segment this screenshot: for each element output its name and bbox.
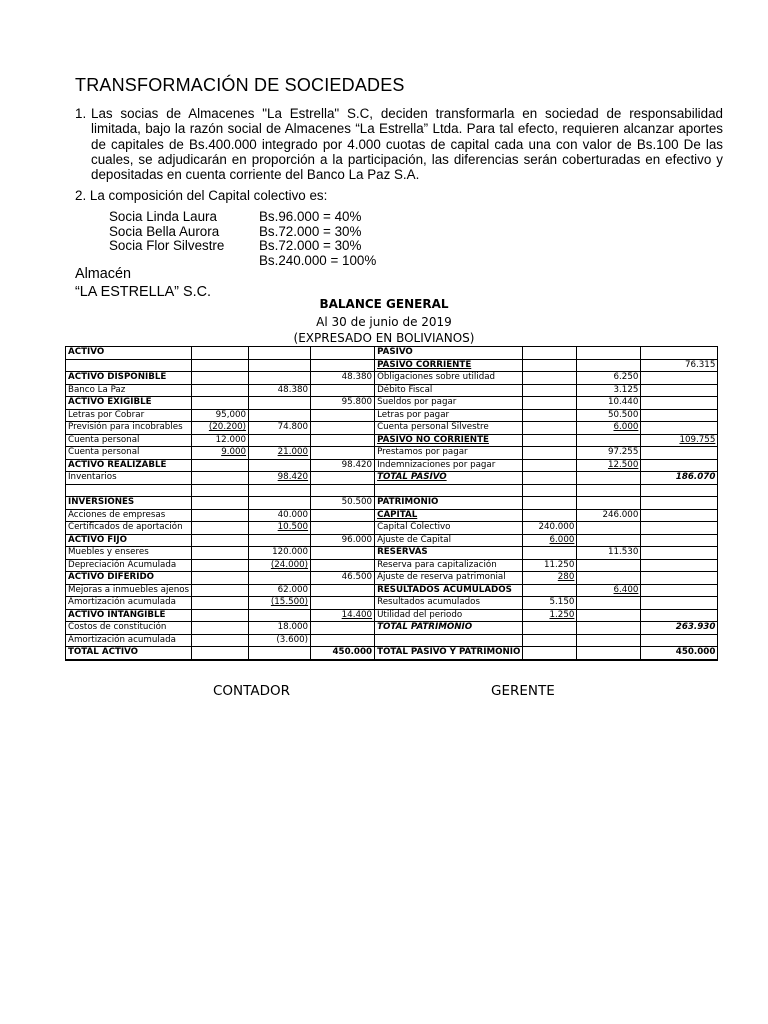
- balance-row: [66, 572, 718, 585]
- balance-cell: [192, 622, 249, 635]
- document-title: TRANSFORMACIÓN DE SOCIEDADES: [75, 75, 405, 95]
- balance-cell: [192, 572, 249, 585]
- balance-cell: Reserva para capitalización: [375, 559, 523, 572]
- balance-cell: [249, 434, 311, 447]
- balance-cell: ACTIVO INTANGIBLE: [66, 609, 192, 622]
- balance-cell: [311, 597, 375, 610]
- balance-cell: 14.400: [311, 609, 375, 622]
- balance-cell: Costos de constitución: [66, 622, 192, 635]
- balance-cell: 6.000: [577, 422, 641, 435]
- balance-cell: 40.000: [249, 509, 311, 522]
- balance-cell: [641, 497, 718, 510]
- balance-cell: 280: [523, 572, 577, 585]
- balance-cell: [192, 372, 249, 385]
- balance-cell: [249, 347, 311, 360]
- balance-cell: [577, 359, 641, 372]
- balance-cell: [192, 534, 249, 547]
- balance-row: [66, 509, 718, 522]
- balance-cell: [375, 634, 523, 647]
- balance-cell: [523, 509, 577, 522]
- balance-cell: Letras por Cobrar: [66, 409, 192, 422]
- balance-cell: ACTIVO REALIZABLE: [66, 459, 192, 472]
- balance-cell: Débito Fiscal: [375, 384, 523, 397]
- balance-cell: (20.200): [192, 422, 249, 435]
- balance-total-cell: [192, 647, 249, 660]
- balance-cell: [577, 534, 641, 547]
- balance-cell: [523, 359, 577, 372]
- balance-cell: [249, 572, 311, 585]
- balance-date: Al 30 de junio de 2019: [316, 315, 452, 329]
- balance-row: [66, 497, 718, 510]
- balance-cell: Certificados de aportación: [66, 522, 192, 535]
- balance-cell: Amortización acumulada: [66, 597, 192, 610]
- balance-cell: [311, 359, 375, 372]
- balance-total-cell: 450.000: [311, 647, 375, 660]
- balance-cell: [523, 347, 577, 360]
- balance-cell: CAPITAL: [375, 509, 523, 522]
- partner-total-value: Bs.240.000 = 100%: [259, 252, 377, 268]
- balance-row: [66, 384, 718, 397]
- balance-cell: 50.500: [311, 497, 375, 510]
- balance-cell: 11.530: [577, 547, 641, 560]
- balance-cell: [192, 397, 249, 410]
- balance-cell: [192, 522, 249, 535]
- balance-cell: PASIVO: [375, 347, 523, 360]
- balance-cell: [523, 472, 577, 485]
- balance-cell: [641, 459, 718, 472]
- balance-cell: [311, 409, 375, 422]
- balance-cell: Cuenta personal Silvestre: [375, 422, 523, 435]
- item-2-text: 2. La composición del Capital colectivo es:: [75, 188, 328, 203]
- balance-cell: (15.500): [249, 597, 311, 610]
- balance-cell: [311, 509, 375, 522]
- balance-cell: [192, 497, 249, 510]
- balance-cell: Capital Colectivo: [375, 522, 523, 535]
- balance-cell: 263.930: [641, 622, 718, 635]
- balance-cell: 10.440: [577, 397, 641, 410]
- balance-cell: [249, 497, 311, 510]
- company-name-line1: Almacén: [75, 266, 131, 282]
- balance-row: [66, 397, 718, 410]
- partner-value: Bs.72.000 = 30%: [259, 238, 362, 254]
- balance-cell: [311, 522, 375, 535]
- balance-cell: Cuenta personal: [66, 434, 192, 447]
- balance-cell: 95.800: [311, 397, 375, 410]
- balance-row: [66, 459, 718, 472]
- partner-name: Socia Bella Aurora: [109, 223, 220, 239]
- balance-cell: 109.755: [641, 434, 718, 447]
- balance-row: [66, 347, 718, 360]
- balance-cell: [66, 359, 192, 372]
- balance-cell: TOTAL PASIVO: [375, 472, 523, 485]
- balance-cell: [641, 484, 718, 497]
- balance-cell: 120.000: [249, 547, 311, 560]
- balance-cell: Banco La Paz: [66, 384, 192, 397]
- balance-currency: (EXPRESADO EN BOLIVIANOS): [293, 331, 475, 345]
- balance-cell: [577, 522, 641, 535]
- balance-cell: [192, 509, 249, 522]
- balance-cell: 48.380: [249, 384, 311, 397]
- balance-cell: [641, 609, 718, 622]
- balance-row: [66, 547, 718, 560]
- balance-cell: [523, 422, 577, 435]
- balance-cell: 186.070: [641, 472, 718, 485]
- balance-cell: [311, 384, 375, 397]
- balance-cell: Mejoras a inmuebles ajenos: [66, 584, 192, 597]
- balance-cell: [523, 497, 577, 510]
- balance-cell: 96.000: [311, 534, 375, 547]
- balance-row: [66, 422, 718, 435]
- partners-list: [109, 210, 376, 268]
- balance-row: [66, 447, 718, 460]
- partner-row: [109, 225, 376, 240]
- balance-total-cell: 450.000: [641, 647, 718, 660]
- balance-cell: 21.000: [249, 447, 311, 460]
- balance-row: [66, 522, 718, 535]
- balance-cell: 5.150: [523, 597, 577, 610]
- balance-cell: ACTIVO DISPONIBLE: [66, 372, 192, 385]
- balance-total-cell: [249, 647, 311, 660]
- balance-total-cell: TOTAL PASIVO Y PATRIMONIO: [375, 647, 523, 660]
- balance-cell: [577, 634, 641, 647]
- balance-cell: [192, 597, 249, 610]
- balance-cell: Amortización acumulada: [66, 634, 192, 647]
- balance-cell: [523, 622, 577, 635]
- balance-row: [66, 634, 718, 647]
- balance-cell: [66, 484, 192, 497]
- balance-cell: Muebles y enseres: [66, 547, 192, 560]
- balance-cell: [311, 484, 375, 497]
- balance-cell: Acciones de empresas: [66, 509, 192, 522]
- balance-cell: [641, 534, 718, 547]
- balance-cell: [249, 372, 311, 385]
- balance-cell: [523, 434, 577, 447]
- balance-cell: [641, 559, 718, 572]
- balance-cell: [375, 484, 523, 497]
- balance-cell: Inventarios: [66, 472, 192, 485]
- balance-cell: (24.000): [249, 559, 311, 572]
- balance-cell: [577, 497, 641, 510]
- balance-cell: [523, 384, 577, 397]
- balance-cell: PATRIMONIO: [375, 497, 523, 510]
- balance-row: [66, 622, 718, 635]
- balance-cell: PASIVO CORRIENTE: [375, 359, 523, 372]
- balance-cell: [192, 547, 249, 560]
- balance-row: [66, 359, 718, 372]
- balance-row: [66, 597, 718, 610]
- balance-cell: [577, 572, 641, 585]
- balance-cell: INVERSIONES: [66, 497, 192, 510]
- balance-cell: [641, 397, 718, 410]
- balance-cell: 11.250: [523, 559, 577, 572]
- balance-cell: [523, 397, 577, 410]
- balance-cell: 6.000: [523, 534, 577, 547]
- balance-cell: [523, 584, 577, 597]
- balance-cell: Utilidad del periodo: [375, 609, 523, 622]
- balance-cell: [249, 534, 311, 547]
- balance-row: [66, 434, 718, 447]
- balance-cell: [192, 459, 249, 472]
- balance-cell: [192, 359, 249, 372]
- partner-row: [109, 210, 376, 225]
- balance-row: [66, 409, 718, 422]
- balance-cell: [577, 472, 641, 485]
- balance-cell: [311, 447, 375, 460]
- balance-cell: 98.420: [311, 459, 375, 472]
- item-1-text: Las socias de Almacenes "La Estrella" S.C, deciden transformarla en sociedad de responsabilidad limitada, bajo la razón social de Almacenes “La Estrella” Ltda. Para tal efecto, requieren alcanzar aportes de capitales de Bs.400.000 integrado por 4.000 cuotas de capital cada una con valor de Bs.100 De las cuales, se adjudicarán en proporción a la participación, las diferencias serán coberturadas en efectivo y depositadas en cuenta corriente del Banco La Paz S.A.: [91, 106, 723, 183]
- balance-cell: RESULTADOS ACUMULADOS: [375, 584, 523, 597]
- company-name-line2: “LA ESTRELLA” S.C.: [75, 284, 211, 300]
- paragraph-item-1: [75, 106, 723, 182]
- balance-cell: [523, 447, 577, 460]
- balance-cell: [577, 484, 641, 497]
- balance-cell: 240.000: [523, 522, 577, 535]
- balance-total-cell: [523, 647, 577, 660]
- balance-cell: [311, 422, 375, 435]
- balance-cell: 12.500: [577, 459, 641, 472]
- balance-cell: [192, 347, 249, 360]
- company-name: [75, 265, 211, 301]
- balance-cell: [641, 509, 718, 522]
- balance-cell: [311, 547, 375, 560]
- balance-cell: [523, 484, 577, 497]
- balance-cell: [577, 347, 641, 360]
- balance-cell: 48.380: [311, 372, 375, 385]
- balance-cell: [311, 434, 375, 447]
- balance-total-cell: TOTAL ACTIVO: [66, 647, 192, 660]
- balance-cell: [641, 634, 718, 647]
- balance-cell: Sueldos por pagar: [375, 397, 523, 410]
- balance-row: [66, 372, 718, 385]
- balance-row: [66, 609, 718, 622]
- balance-cell: 246.000: [577, 509, 641, 522]
- balance-cell: [641, 547, 718, 560]
- balance-cell: 97.255: [577, 447, 641, 460]
- balance-cell: [311, 472, 375, 485]
- balance-cell: [641, 572, 718, 585]
- balance-cell: [523, 634, 577, 647]
- balance-cell: 12.000: [192, 434, 249, 447]
- balance-cell: [577, 609, 641, 622]
- balance-row: [66, 484, 718, 497]
- balance-cell: [249, 484, 311, 497]
- balance-cell: Prestamos por pagar: [375, 447, 523, 460]
- balance-cell: Depreciación Acumulada: [66, 559, 192, 572]
- balance-cell: [249, 459, 311, 472]
- balance-cell: [311, 347, 375, 360]
- balance-cell: 46.500: [311, 572, 375, 585]
- balance-cell: ACTIVO DIFERIDO: [66, 572, 192, 585]
- balance-cell: 6.250: [577, 372, 641, 385]
- balance-cell: TOTAL PATRIMONIO: [375, 622, 523, 635]
- balance-total-row: [66, 647, 718, 660]
- balance-table: [65, 346, 718, 661]
- balance-cell: [577, 559, 641, 572]
- item-1-number: 1.: [75, 106, 87, 121]
- balance-cell: PASIVO NO CORRIENTE: [375, 434, 523, 447]
- balance-cell: [249, 409, 311, 422]
- balance-cell: 9.000: [192, 447, 249, 460]
- balance-cell: [192, 634, 249, 647]
- balance-cell: [641, 447, 718, 460]
- balance-cell: [577, 597, 641, 610]
- balance-cell: Ajuste de reserva patrimonial: [375, 572, 523, 585]
- balance-cell: Previsión para incobrables: [66, 422, 192, 435]
- partner-name: Socia Linda Laura: [109, 209, 217, 224]
- partner-name: Socia Flor Silvestre: [109, 238, 225, 254]
- balance-cell: [192, 584, 249, 597]
- balance-cell: [523, 459, 577, 472]
- balance-cell: Obligaciones sobre utilidad: [375, 372, 523, 385]
- balance-cell: [641, 384, 718, 397]
- balance-cell: [523, 409, 577, 422]
- balance-cell: [192, 384, 249, 397]
- balance-cell: [249, 609, 311, 622]
- balance-cell: 95,000: [192, 409, 249, 422]
- balance-cell: [641, 347, 718, 360]
- balance-cell: [249, 397, 311, 410]
- balance-cell: ACTIVO FIJO: [66, 534, 192, 547]
- balance-cell: [523, 372, 577, 385]
- balance-cell: Cuenta personal: [66, 447, 192, 460]
- balance-cell: 62.000: [249, 584, 311, 597]
- balance-cell: 6.400: [577, 584, 641, 597]
- balance-row: [66, 472, 718, 485]
- balance-cell: [577, 434, 641, 447]
- balance-cell: [577, 622, 641, 635]
- balance-cell: [641, 422, 718, 435]
- balance-cell: [192, 609, 249, 622]
- balance-cell: 18.000: [249, 622, 311, 635]
- balance-cell: Ajuste de Capital: [375, 534, 523, 547]
- balance-cell: [311, 584, 375, 597]
- balance-cell: 10.500: [249, 522, 311, 535]
- balance-cell: [192, 484, 249, 497]
- balance-cell: Indemnizaciones por pagar: [375, 459, 523, 472]
- balance-row: [66, 584, 718, 597]
- balance-cell: 74.800: [249, 422, 311, 435]
- balance-row: [66, 534, 718, 547]
- balance-title: BALANCE GENERAL: [319, 297, 449, 311]
- balance-cell: ACTIVO EXIGIBLE: [66, 397, 192, 410]
- signature-contador: CONTADOR: [213, 683, 290, 699]
- balance-cell: [249, 359, 311, 372]
- partner-row: [109, 239, 376, 254]
- balance-cell: RESERVAS: [375, 547, 523, 560]
- partner-value: Bs.96.000 = 40%: [259, 209, 362, 224]
- balance-cell: ACTIVO: [66, 347, 192, 360]
- balance-cell: Letras por pagar: [375, 409, 523, 422]
- balance-cell: [523, 547, 577, 560]
- signature-gerente: GERENTE: [491, 683, 555, 699]
- balance-cell: [641, 522, 718, 535]
- balance-cell: 50.500: [577, 409, 641, 422]
- balance-total-cell: [577, 647, 641, 660]
- balance-cell: 1.250: [523, 609, 577, 622]
- balance-cell: [641, 409, 718, 422]
- balance-cell: [641, 372, 718, 385]
- partner-value: Bs.72.000 = 30%: [259, 223, 362, 239]
- balance-cell: [311, 559, 375, 572]
- balance-row: [66, 559, 718, 572]
- balance-cell: Resultados acumulados: [375, 597, 523, 610]
- balance-cell: 3.125: [577, 384, 641, 397]
- balance-cell: 98.420: [249, 472, 311, 485]
- balance-cell: [192, 472, 249, 485]
- balance-cell: [641, 584, 718, 597]
- balance-cell: [311, 634, 375, 647]
- balance-cell: [641, 597, 718, 610]
- balance-cell: (3.600): [249, 634, 311, 647]
- balance-cell: [311, 622, 375, 635]
- balance-cell: [192, 559, 249, 572]
- balance-cell: 76.315: [641, 359, 718, 372]
